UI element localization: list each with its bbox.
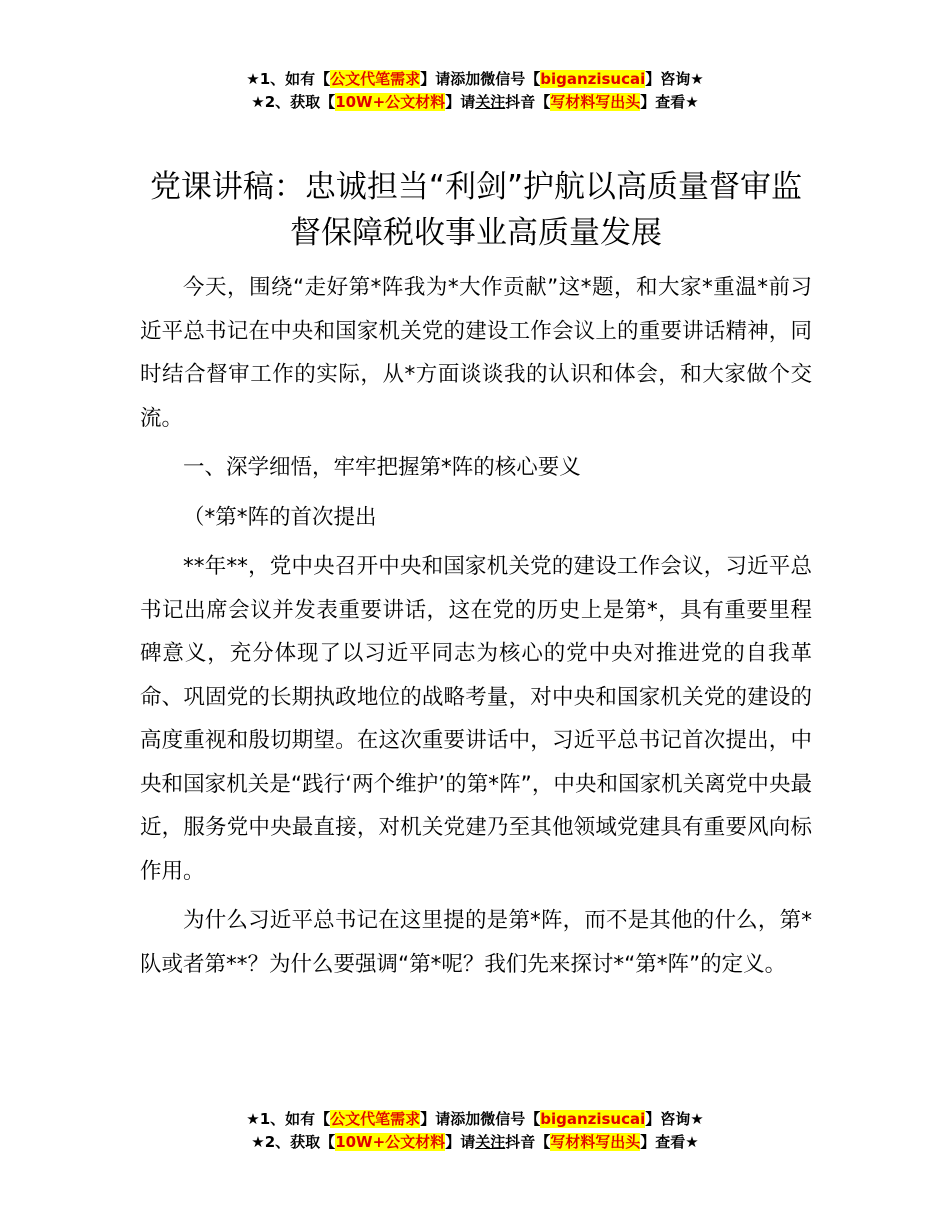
banner-highlight: 公文代笔需求 [330,1110,421,1128]
subsection-heading: （*第*阵的首次提出 [183,504,377,530]
document-body [140,266,812,992]
banner-highlight: 10W+公文材料 [335,93,446,111]
banner-highlight: 10W+公文材料 [335,1133,446,1151]
banner-line-1: ★1、如有【公文代笔需求】请添加微信号【biganzisucai】咨询★ [246,1110,704,1128]
banner-highlight: 公文代笔需求 [330,70,421,88]
wechat-id-highlight: biganzisucai [540,1110,646,1128]
banner-line-2: ★2、获取【10W+公文材料】请关注抖音【写材料写出头】查看★ [251,93,699,111]
paragraph: 为什么习近平总书记在这里提的是第*阵，而不是其他的什么，第*队或者第**？为什么要强调“第*呢？我们先来探讨*“第*阵”的定义。 [140,908,812,977]
underlined-text: 关注 [475,1133,506,1151]
banner-line-1: ★1、如有【公文代笔需求】请添加微信号【biganzisucai】咨询★ [246,70,704,88]
banner-highlight: 写材料写出头 [550,93,641,111]
paragraph: **年**，党中央召开中央和国家机关党的建设工作会议，习近平总书记出席会议并发表重要讲话，这在党的历史上是第*，具有重要里程碑意义，充分体现了以习近平同志为核心的党中央对推进党的自我革命、巩固党的长期执政地位的战略考量，对中央和国家机关党的建设的高度重视和殷切期望。在这次重要讲话中，习近平总书记首次提出，中央和国家机关是“践行‘两个维护’的第*阵”，中央和国家机关离党中央最近，服务党中央最直接，对机关党建乃至其他领域党建具有重要风向标作用。 [140,554,812,884]
paragraph: 今天，围绕“走好第*阵我为*大作贡献”这*题，和大家*重温*前习近平总书记在中央和国家机关党的建设工作会议上的重要讲话精神，同时结合督审工作的实际，从*方面谈谈我的认识和体会，和大家做个交流。 [140,275,812,431]
banner-highlight: 写材料写出头 [550,1133,641,1151]
banner-line-2: ★2、获取【10W+公文材料】请关注抖音【写材料写出头】查看★ [251,1133,699,1151]
top-banner [0,68,950,114]
bottom-banner [0,1108,950,1154]
document-title: 党课讲稿：忠诚担当“利剑”护航以高质量督审监督保障税收事业高质量发展 [149,169,803,251]
underlined-text: 关注 [475,93,506,111]
wechat-id-highlight: biganzisucai [540,70,646,88]
section-heading: 一、深学细悟，牢牢把握第*阵的核心要义 [183,455,581,480]
